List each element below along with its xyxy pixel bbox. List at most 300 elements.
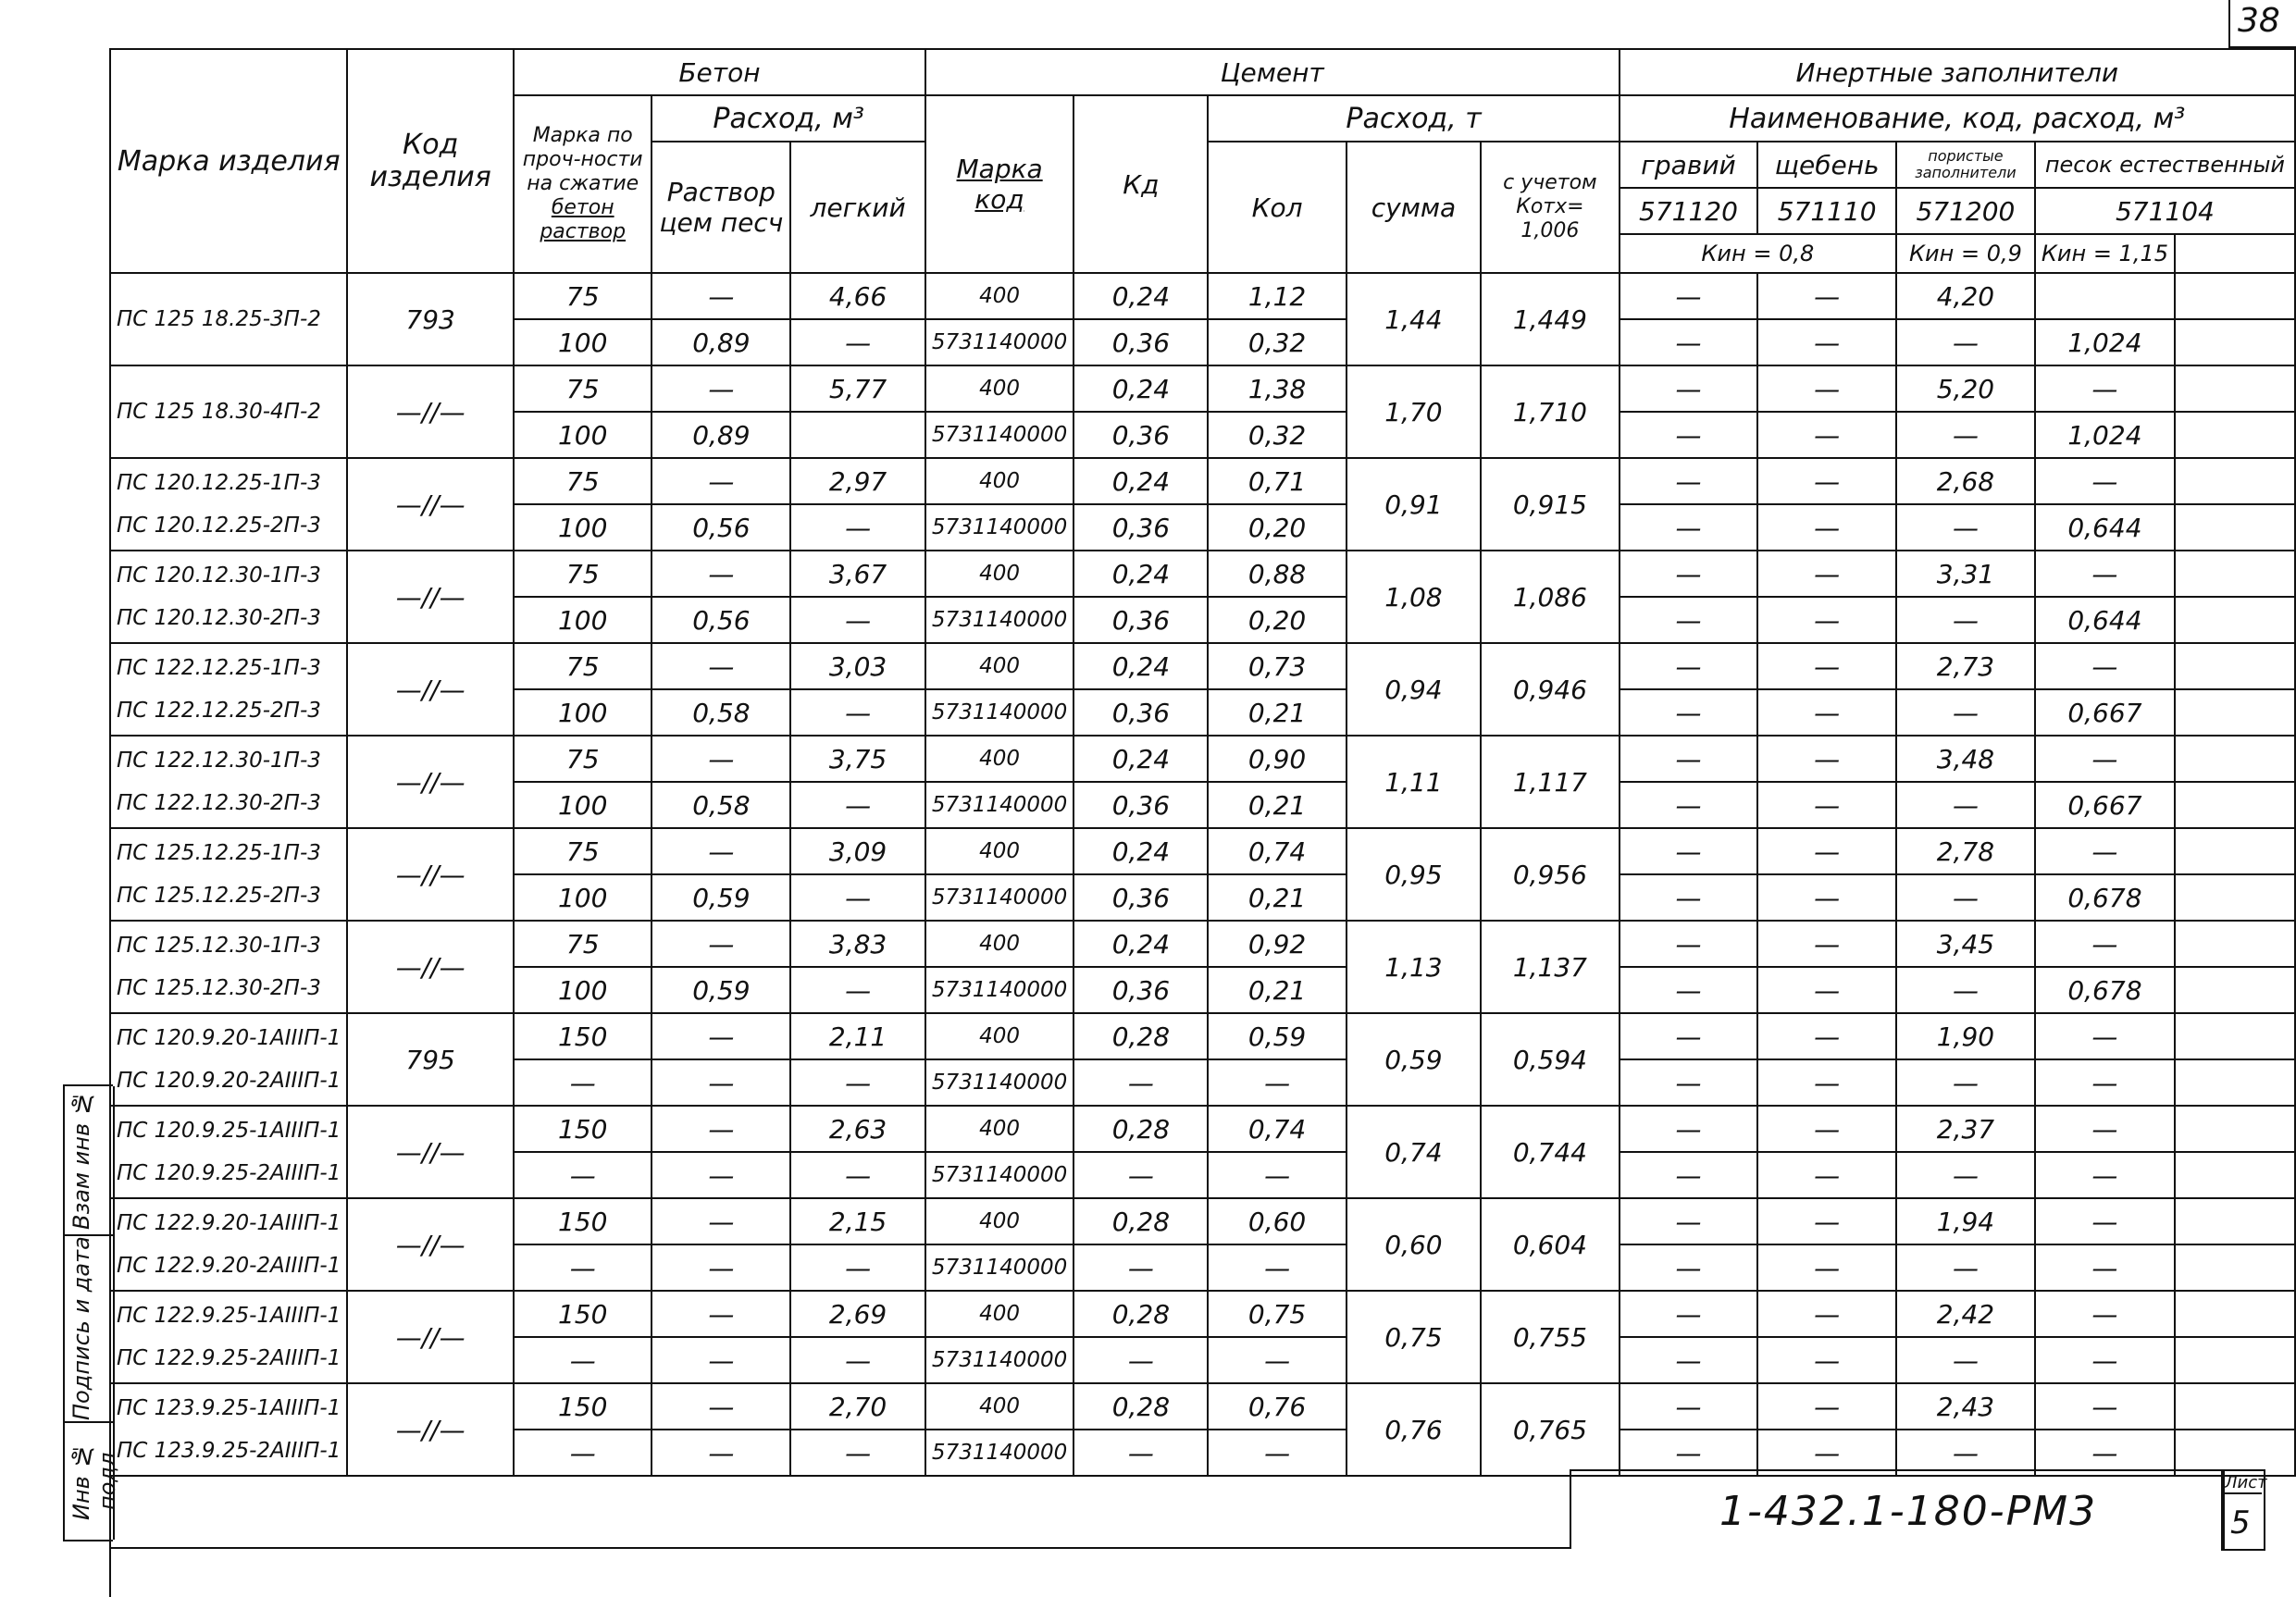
cell-cem: 400 bbox=[925, 365, 1074, 412]
cell-kd: — bbox=[1074, 1059, 1208, 1106]
cell-kol: 0,60 bbox=[1208, 1198, 1346, 1244]
cell-cem: 5731140000 bbox=[925, 689, 1074, 736]
cell-shcheben: — bbox=[1757, 1430, 1896, 1476]
cell-s-uchetom: 0,604 bbox=[1481, 1198, 1619, 1291]
cell-poristye: 2,73 bbox=[1896, 643, 2035, 689]
cell-kd: 0,24 bbox=[1074, 458, 1208, 504]
cell-rastvor: 0,89 bbox=[652, 412, 790, 458]
table-row bbox=[110, 1106, 2295, 1152]
cell-shcheben: — bbox=[1757, 551, 1896, 597]
cell-graviy: — bbox=[1620, 551, 1758, 597]
cell-empty bbox=[2175, 412, 2295, 458]
cell-graviy: — bbox=[1620, 643, 1758, 689]
marka-izdeliya-text: ПС 122.12.25-2П-3 bbox=[117, 699, 321, 723]
cell-summa: 1,13 bbox=[1347, 921, 1482, 1013]
cell-empty bbox=[2175, 597, 2295, 643]
cell-poristye: — bbox=[1896, 504, 2035, 551]
cell-kd: 0,36 bbox=[1074, 967, 1208, 1013]
cell-poristye: — bbox=[1896, 1430, 2035, 1476]
cell-empty bbox=[2175, 689, 2295, 736]
cell-graviy: — bbox=[1620, 1059, 1758, 1106]
cell-cem: 400 bbox=[925, 1106, 1074, 1152]
cell-cem: 5731140000 bbox=[925, 967, 1074, 1013]
cell-rastvor: — bbox=[652, 921, 790, 967]
cell-marka-izdeliya bbox=[110, 551, 347, 643]
cell-legkiy: — bbox=[790, 597, 925, 643]
cell-graviy: — bbox=[1620, 458, 1758, 504]
header-code-graviy: 571120 bbox=[1620, 188, 1758, 234]
side-inv-podl: Инв № подл bbox=[68, 1442, 120, 1520]
cell-shcheben: — bbox=[1757, 967, 1896, 1013]
cell-marka: 100 bbox=[514, 319, 652, 365]
cell-rastvor: 0,58 bbox=[652, 782, 790, 828]
cell-cem: 400 bbox=[925, 828, 1074, 874]
cell-cem: 5731140000 bbox=[925, 412, 1074, 458]
cell-rastvor: — bbox=[652, 1059, 790, 1106]
cell-legkiy: 3,09 bbox=[790, 828, 925, 874]
cell-marka-izdeliya bbox=[110, 365, 347, 458]
cell-poristye: — bbox=[1896, 689, 2035, 736]
cell-kol: 0,32 bbox=[1208, 319, 1346, 365]
cell-marka: 150 bbox=[514, 1106, 652, 1152]
cell-graviy: — bbox=[1620, 1013, 1758, 1059]
cell-pesok: — bbox=[2035, 1013, 2175, 1059]
header-legkiy: легкий bbox=[790, 142, 925, 273]
document-code: 1-432.1-180-РМ3 bbox=[1719, 1488, 2098, 1535]
cell-marka: 150 bbox=[514, 1198, 652, 1244]
marka-izdeliya-text: ПС 125.12.30-2П-3 bbox=[117, 976, 321, 1000]
cell-marka-izdeliya bbox=[110, 828, 347, 921]
table-row bbox=[110, 458, 2295, 504]
cell-shcheben: — bbox=[1757, 1152, 1896, 1198]
header-code-pesok: 571104 bbox=[2035, 188, 2295, 234]
header-raskhod-m3: Расход, м³ bbox=[652, 95, 925, 142]
cell-legkiy: — bbox=[790, 319, 925, 365]
cell-empty bbox=[2175, 1152, 2295, 1198]
cell-kol: 0,21 bbox=[1208, 782, 1346, 828]
cell-rastvor: — bbox=[652, 1244, 790, 1291]
cell-cem: 5731140000 bbox=[925, 874, 1074, 921]
marka-izdeliya-text: ПС 120.12.25-1П-3 bbox=[117, 471, 321, 495]
table-row bbox=[110, 921, 2295, 967]
cell-s-uchetom: 1,710 bbox=[1481, 365, 1619, 458]
cell-poristye: 3,31 bbox=[1896, 551, 2035, 597]
cell-legkiy: 2,15 bbox=[790, 1198, 925, 1244]
cell-poristye: — bbox=[1896, 1337, 2035, 1383]
cell-shcheben: — bbox=[1757, 412, 1896, 458]
cell-marka: 150 bbox=[514, 1291, 652, 1337]
cell-kod-izdeliya: —//— bbox=[347, 1198, 514, 1291]
cell-legkiy: 3,03 bbox=[790, 643, 925, 689]
cell-marka: 100 bbox=[514, 782, 652, 828]
cell-shcheben: — bbox=[1757, 1383, 1896, 1430]
side-stamp bbox=[63, 1084, 120, 1541]
side-cell-podpis bbox=[65, 1236, 113, 1423]
cell-empty bbox=[2175, 1244, 2295, 1291]
cell-summa: 0,74 bbox=[1347, 1106, 1482, 1198]
cell-rastvor: 0,56 bbox=[652, 597, 790, 643]
header-kod-izdeliya: Код изделия bbox=[347, 49, 514, 273]
cell-graviy: — bbox=[1620, 597, 1758, 643]
cell-marka: 150 bbox=[514, 1383, 652, 1430]
cell-rastvor: — bbox=[652, 1152, 790, 1198]
cell-legkiy bbox=[790, 412, 925, 458]
cell-s-uchetom: 1,137 bbox=[1481, 921, 1619, 1013]
cell-rastvor: — bbox=[652, 1013, 790, 1059]
cell-shcheben: — bbox=[1757, 689, 1896, 736]
cell-shcheben: — bbox=[1757, 319, 1896, 365]
cell-summa: 1,08 bbox=[1347, 551, 1482, 643]
cell-rastvor: — bbox=[652, 1337, 790, 1383]
cell-empty bbox=[2175, 967, 2295, 1013]
side-stamp-inner bbox=[113, 1086, 159, 1540]
cell-kd: 0,36 bbox=[1074, 597, 1208, 643]
cell-graviy: — bbox=[1620, 319, 1758, 365]
header-summa: сумма bbox=[1347, 142, 1482, 273]
cell-legkiy: — bbox=[790, 782, 925, 828]
cell-legkiy: 2,63 bbox=[790, 1106, 925, 1152]
cell-pesok: — bbox=[2035, 1430, 2175, 1476]
cell-cem: 400 bbox=[925, 458, 1074, 504]
cell-kol: 0,59 bbox=[1208, 1013, 1346, 1059]
marka-izdeliya-text: ПС 125.12.25-2П-3 bbox=[117, 884, 321, 908]
cell-kod-izdeliya: 795 bbox=[347, 1013, 514, 1106]
cell-legkiy: — bbox=[790, 1059, 925, 1106]
cell-kd: 0,36 bbox=[1074, 874, 1208, 921]
cell-shcheben: — bbox=[1757, 1106, 1896, 1152]
marka-izdeliya-text: ПС 120.9.25-2АIIIП-1 bbox=[117, 1161, 341, 1185]
cell-shcheben: — bbox=[1757, 1337, 1896, 1383]
cell-s-uchetom: 0,765 bbox=[1481, 1383, 1619, 1476]
cell-graviy: — bbox=[1620, 828, 1758, 874]
marka-izdeliya-text: ПС 123.9.25-1АIIIП-1 bbox=[117, 1396, 341, 1420]
cell-kd: — bbox=[1074, 1430, 1208, 1476]
cell-kd: — bbox=[1074, 1244, 1208, 1291]
cell-kd: 0,24 bbox=[1074, 365, 1208, 412]
cell-pesok: — bbox=[2035, 1337, 2175, 1383]
header-kd: Кд bbox=[1074, 95, 1208, 273]
cell-legkiy: 2,70 bbox=[790, 1383, 925, 1430]
cell-kod-izdeliya: —//— bbox=[347, 551, 514, 643]
cell-empty bbox=[2175, 643, 2295, 689]
header-marka-po-prochnosti-text: Марка по проч-ности на сжатие bbox=[522, 124, 643, 195]
marka-izdeliya-text: ПС 122.12.25-1П-3 bbox=[117, 656, 321, 680]
cell-s-uchetom: 0,956 bbox=[1481, 828, 1619, 921]
cell-marka-izdeliya bbox=[110, 643, 347, 736]
page-number-frame bbox=[2228, 0, 2230, 48]
cell-kol: 0,75 bbox=[1208, 1291, 1346, 1337]
cell-pesok: 0,667 bbox=[2035, 689, 2175, 736]
cell-pesok: — bbox=[2035, 1244, 2175, 1291]
cell-cem: 400 bbox=[925, 551, 1074, 597]
cell-shcheben: — bbox=[1757, 1059, 1896, 1106]
cell-cem: 5731140000 bbox=[925, 504, 1074, 551]
cell-kol: — bbox=[1208, 1430, 1346, 1476]
cell-cem: 400 bbox=[925, 1013, 1074, 1059]
cell-shcheben: — bbox=[1757, 1291, 1896, 1337]
cell-kol: 0,20 bbox=[1208, 504, 1346, 551]
cell-shcheben: — bbox=[1757, 828, 1896, 874]
cell-kd: 0,36 bbox=[1074, 319, 1208, 365]
cell-cem: 5731140000 bbox=[925, 1152, 1074, 1198]
cell-pesok: — bbox=[2035, 921, 2175, 967]
cell-kol: 0,88 bbox=[1208, 551, 1346, 597]
cell-kod-izdeliya: —//— bbox=[347, 365, 514, 458]
cell-shcheben: — bbox=[1757, 458, 1896, 504]
cell-kod-izdeliya: —//— bbox=[347, 1291, 514, 1383]
cell-pesok: — bbox=[2035, 1106, 2175, 1152]
marka-izdeliya-text: ПС 120.12.30-2П-3 bbox=[117, 606, 321, 630]
cell-empty bbox=[2175, 1383, 2295, 1430]
cell-pesok: — bbox=[2035, 458, 2175, 504]
cell-shcheben: — bbox=[1757, 1198, 1896, 1244]
table-row bbox=[110, 273, 2295, 319]
cell-cem: 5731140000 bbox=[925, 1337, 1074, 1383]
cell-legkiy: — bbox=[790, 874, 925, 921]
cell-graviy: — bbox=[1620, 1244, 1758, 1291]
cell-pesok: — bbox=[2035, 1152, 2175, 1198]
cell-s-uchetom: 0,915 bbox=[1481, 458, 1619, 551]
cell-cem: 400 bbox=[925, 643, 1074, 689]
header-marka-izdeliya: Марка изделия bbox=[110, 49, 347, 273]
cell-marka: 100 bbox=[514, 967, 652, 1013]
cell-marka: 75 bbox=[514, 365, 652, 412]
cell-marka: — bbox=[514, 1244, 652, 1291]
cell-poristye: 2,37 bbox=[1896, 1106, 2035, 1152]
cell-pesok: — bbox=[2035, 736, 2175, 782]
cell-kd: — bbox=[1074, 1152, 1208, 1198]
cell-kod-izdeliya: —//— bbox=[347, 1383, 514, 1476]
header-beton: Бетон bbox=[514, 49, 925, 95]
cell-marka: — bbox=[514, 1337, 652, 1383]
cell-graviy: — bbox=[1620, 365, 1758, 412]
cell-poristye: — bbox=[1896, 967, 2035, 1013]
cell-pesok: — bbox=[2035, 365, 2175, 412]
cell-legkiy: — bbox=[790, 1430, 925, 1476]
cell-empty bbox=[2175, 1198, 2295, 1244]
cell-poristye: 2,68 bbox=[1896, 458, 2035, 504]
cell-summa: 1,11 bbox=[1347, 736, 1482, 828]
cell-summa: 0,91 bbox=[1347, 458, 1482, 551]
header-shcheben: щебень bbox=[1757, 142, 1896, 188]
side-cell-vzam bbox=[65, 1086, 113, 1236]
cell-kol: — bbox=[1208, 1337, 1346, 1383]
cell-marka: 100 bbox=[514, 689, 652, 736]
cell-poristye: — bbox=[1896, 319, 2035, 365]
header-poristye: пористые заполнители bbox=[1896, 142, 2035, 188]
cell-graviy: — bbox=[1620, 1383, 1758, 1430]
header-code-shcheben: 571110 bbox=[1757, 188, 1896, 234]
cell-poristye: — bbox=[1896, 1244, 2035, 1291]
cell-s-uchetom: 0,755 bbox=[1481, 1291, 1619, 1383]
table-row bbox=[110, 1013, 2295, 1059]
cell-marka-izdeliya bbox=[110, 736, 347, 828]
cell-cem: 5731140000 bbox=[925, 782, 1074, 828]
cell-marka-izdeliya bbox=[110, 273, 347, 365]
cell-rastvor: — bbox=[652, 828, 790, 874]
cell-marka: 100 bbox=[514, 504, 652, 551]
cell-graviy: — bbox=[1620, 689, 1758, 736]
cell-rastvor: — bbox=[652, 736, 790, 782]
cell-poristye: — bbox=[1896, 782, 2035, 828]
cell-kod-izdeliya: —//— bbox=[347, 921, 514, 1013]
cell-kol: 1,38 bbox=[1208, 365, 1346, 412]
cell-kol: 0,74 bbox=[1208, 828, 1346, 874]
side-podpis-data: Подпись и дата bbox=[68, 1236, 94, 1421]
table-row bbox=[110, 551, 2295, 597]
marka-izdeliya-text: ПС 122.9.20-1АIIIП-1 bbox=[117, 1211, 341, 1235]
cell-empty bbox=[2175, 828, 2295, 874]
sheet-box bbox=[2221, 1469, 2265, 1551]
cell-shcheben: — bbox=[1757, 273, 1896, 319]
cell-shcheben: — bbox=[1757, 365, 1896, 412]
cell-cem: 5731140000 bbox=[925, 1059, 1074, 1106]
cell-marka: 75 bbox=[514, 458, 652, 504]
cell-summa: 0,60 bbox=[1347, 1198, 1482, 1291]
cell-shcheben: — bbox=[1757, 597, 1896, 643]
header-kin-08: Кин = 0,8 bbox=[1620, 234, 1896, 273]
marka-izdeliya-text: ПС 122.12.30-1П-3 bbox=[117, 749, 321, 773]
cell-shcheben: — bbox=[1757, 1244, 1896, 1291]
table-row bbox=[110, 643, 2295, 689]
cell-kod-izdeliya: —//— bbox=[347, 828, 514, 921]
cell-empty bbox=[2175, 736, 2295, 782]
cell-pesok: — bbox=[2035, 1291, 2175, 1337]
bottom-frame-line bbox=[109, 1547, 1571, 1549]
cell-kol: 0,32 bbox=[1208, 412, 1346, 458]
cell-shcheben: — bbox=[1757, 921, 1896, 967]
marka-izdeliya-text: ПС 120.9.25-1АIIIП-1 bbox=[117, 1119, 341, 1143]
cell-rastvor: 0,58 bbox=[652, 689, 790, 736]
marka-izdeliya-text: ПС 125 18.30-4П-2 bbox=[117, 400, 321, 424]
cell-graviy: — bbox=[1620, 921, 1758, 967]
cell-empty bbox=[2175, 782, 2295, 828]
header-graviy: гравий bbox=[1620, 142, 1758, 188]
cell-marka: 150 bbox=[514, 1013, 652, 1059]
cell-s-uchetom: 0,594 bbox=[1481, 1013, 1619, 1106]
cell-graviy: — bbox=[1620, 504, 1758, 551]
cell-kol: — bbox=[1208, 1152, 1346, 1198]
cell-shcheben: — bbox=[1757, 782, 1896, 828]
cell-kd: 0,24 bbox=[1074, 273, 1208, 319]
cell-kol: 0,74 bbox=[1208, 1106, 1346, 1152]
cell-empty bbox=[2175, 504, 2295, 551]
header-rastvor-cem-pesch: Раствор цем песч bbox=[652, 142, 790, 273]
cell-shcheben: — bbox=[1757, 1013, 1896, 1059]
header-marka-kod: Марка код bbox=[925, 95, 1074, 273]
cell-cem: 5731140000 bbox=[925, 1430, 1074, 1476]
title-block bbox=[1570, 1469, 2225, 1549]
cell-s-uchetom: 1,117 bbox=[1481, 736, 1619, 828]
cell-kd: 0,28 bbox=[1074, 1198, 1208, 1244]
marka-izdeliya-text: ПС 120.12.25-2П-3 bbox=[117, 514, 321, 538]
cell-legkiy: 4,66 bbox=[790, 273, 925, 319]
table-row bbox=[110, 1383, 2295, 1430]
cell-shcheben: — bbox=[1757, 874, 1896, 921]
cell-legkiy: 5,77 bbox=[790, 365, 925, 412]
cell-pesok: — bbox=[2035, 551, 2175, 597]
cell-s-uchetom: 0,946 bbox=[1481, 643, 1619, 736]
cell-kod-izdeliya: —//— bbox=[347, 458, 514, 551]
cell-cem: 400 bbox=[925, 1291, 1074, 1337]
cell-marka: 75 bbox=[514, 551, 652, 597]
table-row bbox=[110, 1291, 2295, 1337]
cell-legkiy: 2,69 bbox=[790, 1291, 925, 1337]
cell-pesok: 1,024 bbox=[2035, 412, 2175, 458]
cell-graviy: — bbox=[1620, 1337, 1758, 1383]
cell-empty bbox=[2175, 1106, 2295, 1152]
header-inertnye: Инертные заполнители bbox=[1620, 49, 2295, 95]
cell-poristye: 1,90 bbox=[1896, 1013, 2035, 1059]
cell-legkiy: — bbox=[790, 1244, 925, 1291]
marka-izdeliya-text: ПС 123.9.25-2АIIIП-1 bbox=[117, 1439, 341, 1463]
cell-marka: 75 bbox=[514, 828, 652, 874]
cell-poristye: — bbox=[1896, 874, 2035, 921]
page-number: 38 bbox=[2238, 2, 2280, 40]
cell-poristye: 4,20 bbox=[1896, 273, 2035, 319]
cell-s-uchetom: 1,086 bbox=[1481, 551, 1619, 643]
cell-empty bbox=[2175, 874, 2295, 921]
cell-graviy: — bbox=[1620, 736, 1758, 782]
cell-pesok: — bbox=[2035, 643, 2175, 689]
cell-kol: 0,90 bbox=[1208, 736, 1346, 782]
cell-empty bbox=[2175, 458, 2295, 504]
cell-kd: 0,36 bbox=[1074, 504, 1208, 551]
cell-kol: 0,73 bbox=[1208, 643, 1346, 689]
cell-cem: 5731140000 bbox=[925, 1244, 1074, 1291]
table-row bbox=[110, 828, 2295, 874]
header-naimenovanie: Наименование, код, расход, м³ bbox=[1620, 95, 2295, 142]
header-pesok: песок естественный bbox=[2035, 142, 2295, 188]
cell-kol: 0,92 bbox=[1208, 921, 1346, 967]
cell-summa: 0,76 bbox=[1347, 1383, 1482, 1476]
cell-legkiy: 2,11 bbox=[790, 1013, 925, 1059]
cell-summa: 0,75 bbox=[1347, 1291, 1482, 1383]
cell-poristye: 2,43 bbox=[1896, 1383, 2035, 1430]
cell-marka: 75 bbox=[514, 736, 652, 782]
cell-kod-izdeliya: 793 bbox=[347, 273, 514, 365]
cell-kol: — bbox=[1208, 1059, 1346, 1106]
sheet-label: Лист bbox=[2225, 1473, 2267, 1492]
cell-graviy: — bbox=[1620, 1152, 1758, 1198]
cell-empty bbox=[2175, 365, 2295, 412]
cell-graviy: — bbox=[1620, 273, 1758, 319]
cell-rastvor: 0,59 bbox=[652, 874, 790, 921]
cell-kod-izdeliya: —//— bbox=[347, 736, 514, 828]
cell-legkiy: — bbox=[790, 689, 925, 736]
cell-kd: 0,28 bbox=[1074, 1106, 1208, 1152]
cell-kd: 0,24 bbox=[1074, 921, 1208, 967]
cell-kd: 0,28 bbox=[1074, 1291, 1208, 1337]
cell-marka-izdeliya bbox=[110, 921, 347, 1013]
header-code-poristye: 571200 bbox=[1896, 188, 2035, 234]
materials-table bbox=[109, 48, 2296, 1597]
cell-marka-izdeliya bbox=[110, 458, 347, 551]
cell-kol: 1,12 bbox=[1208, 273, 1346, 319]
cell-kol: — bbox=[1208, 1244, 1346, 1291]
cell-kd: 0,28 bbox=[1074, 1013, 1208, 1059]
table-row bbox=[110, 365, 2295, 412]
cell-graviy: — bbox=[1620, 1430, 1758, 1476]
cell-summa: 0,94 bbox=[1347, 643, 1482, 736]
header-raskhod-t: Расход, т bbox=[1208, 95, 1619, 142]
cell-rastvor: 0,59 bbox=[652, 967, 790, 1013]
header-s-uchetom: с учетом Котх= 1,006 bbox=[1481, 142, 1619, 273]
cell-rastvor: — bbox=[652, 365, 790, 412]
cell-kd: 0,36 bbox=[1074, 689, 1208, 736]
sheet-number: 5 bbox=[2230, 1504, 2251, 1541]
cell-shcheben: — bbox=[1757, 736, 1896, 782]
